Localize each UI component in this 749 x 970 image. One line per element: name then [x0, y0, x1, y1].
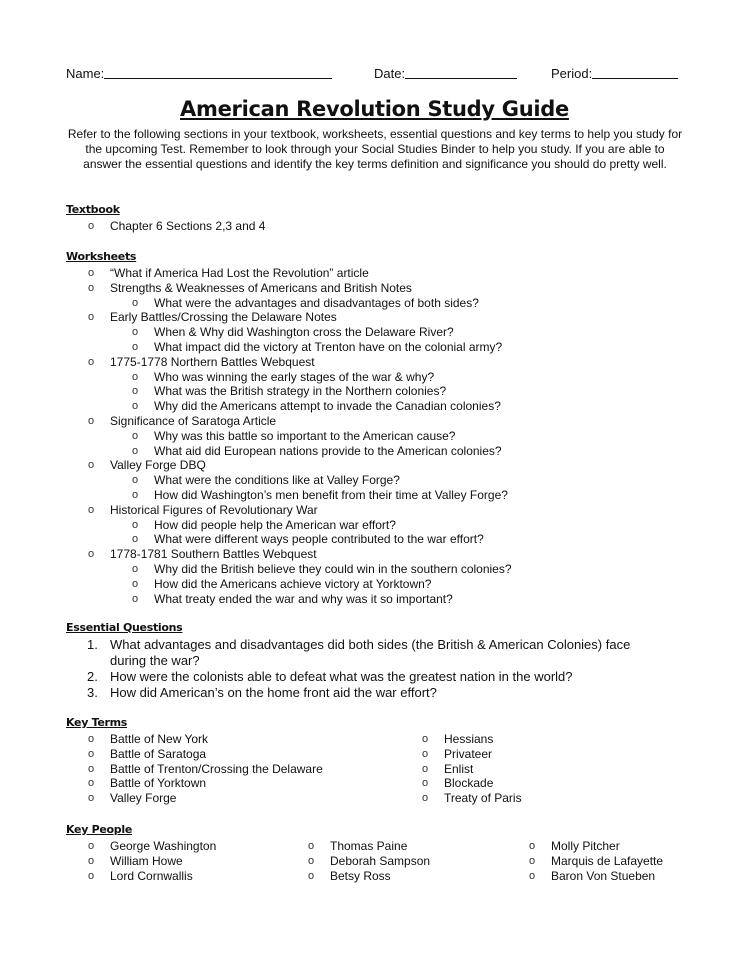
list-item-text: William Howe [110, 853, 183, 868]
bullet-icon: o [88, 267, 95, 279]
bullet-icon: o [88, 311, 95, 324]
sub-list-item [66, 473, 706, 488]
list-item [66, 503, 706, 518]
bullet-icon: o [132, 400, 139, 413]
bullet-icon: o [88, 854, 95, 867]
list-item-text: How did Washington’s men benefit from their time at Valley Forge? [154, 487, 508, 502]
question-number: 2. [87, 669, 98, 684]
term-item [286, 869, 506, 884]
term-item [400, 776, 700, 791]
bullet-icon: o [88, 355, 95, 368]
key-people-section [66, 823, 706, 893]
worksheets-section [66, 250, 706, 606]
term-item [507, 854, 707, 869]
question-number: 3. [87, 685, 98, 700]
bullet-icon: o [88, 762, 95, 775]
list-item-text: Hessians [444, 732, 494, 746]
sub-list-item [66, 384, 706, 399]
term-item [66, 747, 396, 762]
bullet-icon: o [308, 840, 315, 852]
question-number: 1. [87, 637, 98, 652]
section-heading: Key Terms [66, 716, 128, 729]
bullet-icon: o [132, 533, 139, 546]
list-item-text: Why did the British believe they could win in the southern colonies? [154, 561, 512, 576]
bullet-icon: o [132, 474, 139, 487]
bullet-icon: o [88, 414, 95, 427]
term-item [66, 762, 396, 777]
bullet-icon: o [88, 777, 95, 790]
section-heading: Key People [66, 823, 132, 836]
term-item [66, 776, 396, 791]
list-item-text: What impact did the victory at Trenton have on the colonial army? [154, 339, 503, 354]
essential-questions-section [66, 621, 706, 701]
date-blank[interactable] [405, 66, 517, 79]
bullet-icon: o [422, 747, 429, 760]
bullet-icon: o [88, 503, 95, 516]
list-item [66, 266, 706, 281]
bullet-icon: o [132, 429, 139, 442]
bullet-icon: o [132, 385, 139, 398]
bullet-icon: o [308, 854, 315, 867]
sub-list-item [66, 592, 706, 607]
question-text: What advantages and disadvantages did both sides (the British & American Colonies) face during the war? [110, 637, 631, 668]
list-item-text: Betsy Ross [330, 868, 391, 883]
list-item-text: Enlist [444, 761, 474, 776]
list-item-text: What treaty ended the war and why was it so important? [154, 591, 453, 606]
list-item-text: Early Battles/Crossing the Delaware Notes [110, 310, 337, 325]
period-label: Period: [551, 66, 593, 81]
list-item-text: Deborah Sampson [330, 853, 431, 868]
sub-list-item [66, 325, 706, 340]
list-item-text: Molly Pitcher [551, 839, 620, 853]
list-item-text: How did the Americans achieve victory at Yorktown? [154, 576, 432, 591]
list-item-text: Battle of Trenton/Crossing the Delaware [110, 761, 323, 776]
essential-question [66, 637, 666, 669]
list-item-text: What was the British strategy in the Northern colonies? [154, 384, 447, 399]
bullet-icon: o [88, 747, 95, 760]
bullet-icon: o [132, 296, 139, 309]
date-label: Date: [374, 66, 406, 81]
list-item-text: When & Why did Washington cross the Delaware River? [154, 325, 454, 340]
question-text: How were the colonists able to defeat what was the greatest nation in the world? [110, 669, 573, 684]
bullet-icon: o [422, 777, 429, 790]
essential-question [66, 685, 666, 701]
list-item-text: Who was winning the early stages of the war & why? [154, 369, 435, 384]
name-field[interactable] [66, 66, 104, 81]
sub-list-item [66, 340, 706, 355]
bullet-icon: o [88, 220, 95, 232]
list-item-text: Battle of Yorktown [110, 776, 207, 791]
sub-list-item [66, 444, 706, 459]
bullet-icon: o [88, 281, 95, 294]
bullet-icon: o [132, 370, 139, 383]
name-blank[interactable] [104, 66, 332, 79]
bullet-icon: o [132, 488, 139, 501]
bullet-icon: o [132, 444, 139, 457]
list-item [66, 219, 706, 234]
date-field[interactable] [374, 66, 405, 81]
list-item-text: Lord Cornwallis [110, 868, 193, 883]
intro-paragraph: Refer to the following sections in your textbook, worksheets, essential questions and key terms to help you study for the upcoming Test. Remember to look through your Social Studies Binder to help you study. If you are able to answer the essential questions and identify the key terms definition and significance you should do pretty well. [67, 127, 683, 171]
bullet-icon: o [422, 733, 429, 745]
list-item-text: What were the conditions like at Valley Forge? [154, 473, 400, 488]
section-heading: Worksheets [66, 250, 137, 263]
bullet-icon: o [308, 869, 315, 882]
bullet-icon: o [88, 733, 95, 745]
list-item-text: Why did the Americans attempt to invade the Canadian colonies? [154, 399, 501, 414]
list-item-text: Blockade [444, 776, 494, 791]
list-item-text: Historical Figures of Revolutionary War [110, 502, 318, 517]
list-item [66, 414, 706, 429]
list-item [66, 310, 706, 325]
key-terms-section [66, 716, 706, 816]
bullet-icon: o [132, 326, 139, 339]
term-item [66, 869, 286, 884]
list-item-text: Battle of New York [110, 732, 209, 746]
list-item-text: What aid did European nations provide to the American colonies? [154, 443, 502, 458]
bullet-icon: o [88, 792, 95, 805]
sub-list-item [66, 488, 706, 503]
list-item-text: Strengths & Weaknesses of Americans and British Notes [110, 280, 412, 295]
list-item-text: Thomas Paine [330, 839, 408, 853]
list-item-text: 1775-1778 Northern Battles Webquest [110, 354, 315, 369]
bullet-icon: o [88, 548, 95, 561]
bullet-icon: o [88, 840, 95, 852]
bullet-icon: o [132, 518, 139, 531]
list-item-text: Baron Von Stueben [551, 868, 656, 883]
student-info-header [66, 66, 682, 84]
term-item [66, 791, 396, 806]
question-text: How did American’s on the home front aid the war effort? [110, 685, 437, 700]
list-item-text: Chapter 6 Sections 2,3 and 4 [110, 219, 266, 233]
bullet-icon: o [88, 869, 95, 882]
list-item-text: Valley Forge DBQ [110, 458, 206, 473]
period-blank[interactable] [592, 66, 678, 79]
list-item-text: Treaty of Paris [444, 791, 522, 806]
bullet-icon: o [422, 792, 429, 805]
essential-question [66, 669, 666, 685]
list-item-text: What were the advantages and disadvantages of both sides? [154, 295, 479, 310]
bullet-icon: o [422, 762, 429, 775]
bullet-icon: o [529, 854, 536, 867]
list-item-text: Privateer [444, 746, 493, 761]
sub-list-item [66, 429, 706, 444]
list-item-text: How did people help the American war effort? [154, 517, 396, 532]
bullet-icon: o [529, 840, 536, 852]
list-item-text: George Washington [110, 839, 217, 853]
list-item-text: Marquis de Lafayette [551, 853, 664, 868]
bullet-icon: o [132, 340, 139, 353]
list-item-text: Significance of Saratoga Article [110, 413, 277, 428]
bullet-icon: o [132, 562, 139, 575]
term-item [400, 762, 700, 777]
textbook-section [66, 203, 706, 234]
bullet-icon: o [88, 459, 95, 472]
sub-list-item [66, 370, 706, 385]
sub-list-item [66, 532, 706, 547]
term-item [66, 732, 396, 747]
list-item-text: Battle of Saratoga [110, 746, 207, 761]
page-title: American Revolution Study Guide [180, 97, 569, 121]
list-item [66, 547, 706, 562]
sub-list-item [66, 562, 706, 577]
bullet-icon: o [529, 869, 536, 882]
term-item [507, 839, 707, 854]
term-item [286, 839, 506, 854]
period-field[interactable] [551, 66, 592, 81]
list-item-text: “What if America Had Lost the Revolution” article [110, 266, 369, 280]
term-item [66, 854, 286, 869]
list-item [66, 281, 706, 296]
list-item-text: What were different ways people contributed to the war effort? [154, 532, 484, 547]
term-item [66, 839, 286, 854]
sub-list-item [66, 399, 706, 414]
sub-list-item [66, 577, 706, 592]
bullet-icon: o [132, 577, 139, 590]
bullet-icon: o [132, 592, 139, 605]
term-item [507, 869, 707, 884]
list-item-text: Why was this battle so important to the American cause? [154, 428, 456, 443]
term-item [400, 732, 700, 747]
sub-list-item [66, 296, 706, 311]
list-item-text: Valley Forge [110, 791, 177, 806]
list-item [66, 458, 706, 473]
term-item [400, 747, 700, 762]
term-item [400, 791, 700, 806]
section-heading: Essential Questions [66, 621, 183, 634]
term-item [286, 854, 506, 869]
section-heading: Textbook [66, 203, 120, 216]
sub-list-item [66, 518, 706, 533]
list-item-text: 1778-1781 Southern Battles Webquest [110, 547, 317, 562]
name-label: Name: [66, 66, 105, 81]
list-item [66, 355, 706, 370]
